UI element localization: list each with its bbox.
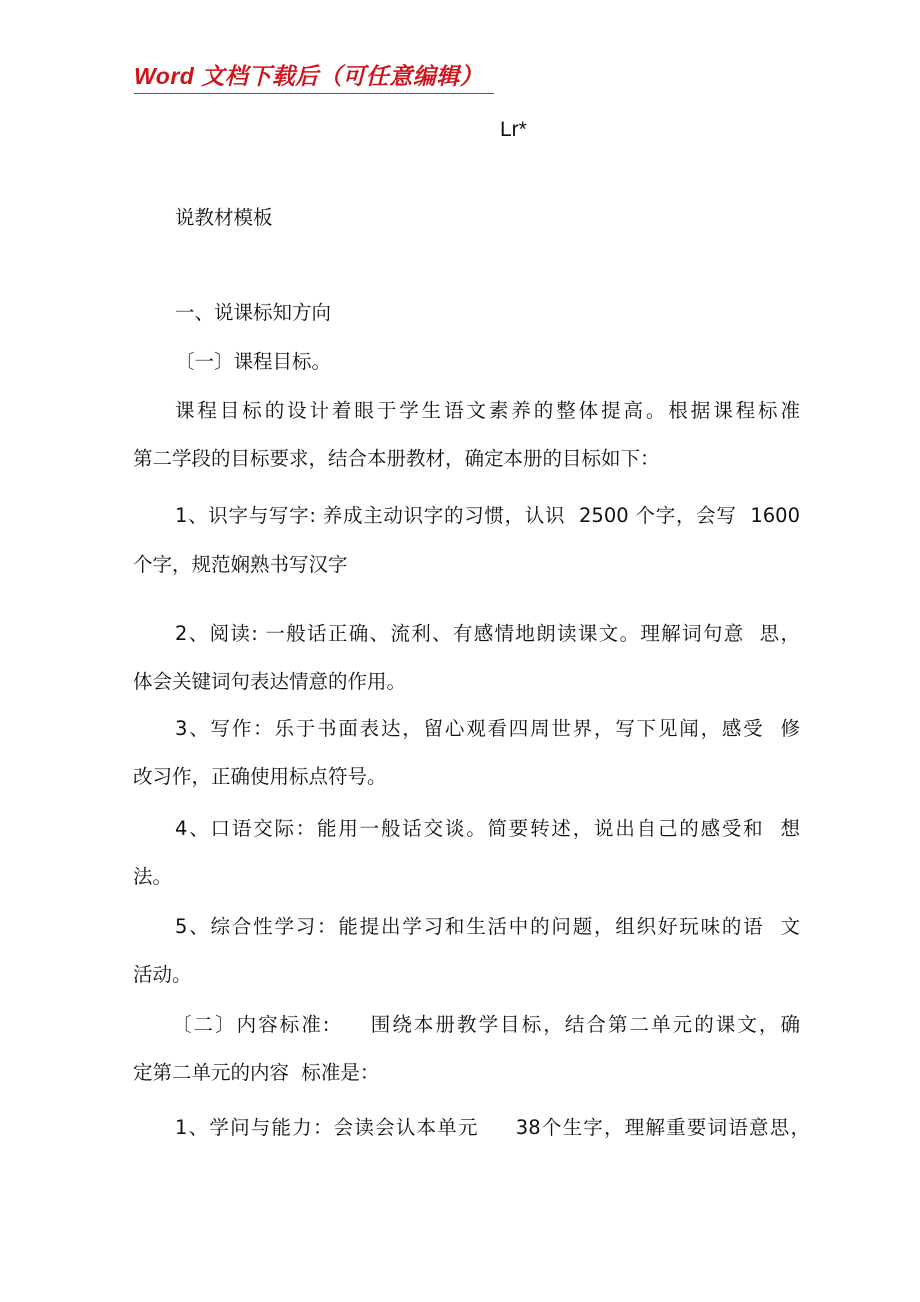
paragraph-line: 定第二单元的内容 标准是： <box>133 1061 380 1084</box>
section-heading: 一、说课标知方向 <box>175 301 332 324</box>
download-banner: Word 文档下载后（可任意编辑） <box>134 58 494 94</box>
subsection-heading: 〔一〕课程目标。 <box>175 350 332 373</box>
paragraph-line: 2、阅读: 一般话正确、流利、有感情地朗读课文。理解词句意 思， <box>175 622 800 645</box>
paragraph-line: 个字，规范娴熟书写汉字 <box>133 553 348 576</box>
paragraph-line: 1、识字与写字: 养成主动识字的习惯，认识 2500 个字，会写 1600 <box>175 504 800 527</box>
paragraph-line: 法。 <box>133 865 173 888</box>
paragraph-line: 第二学段的目标要求，结合本册教材，确定本册的目标如下： <box>133 447 660 470</box>
paragraph-line: 课程目标的设计着眼于学生语文素养的整体提高。根据课程标准 <box>175 399 800 422</box>
document-title: 说教材模板 <box>175 206 273 229</box>
paragraph-line: 活动。 <box>133 963 192 986</box>
paragraph-line: 4、口语交际：能用一般话交谈。简要转述，说出自己的感受和 想 <box>175 817 800 840</box>
paragraph-line: 改习作，正确使用标点符号。 <box>133 765 387 788</box>
paragraph-line: 体会关键词句表达情意的作用。 <box>133 670 407 693</box>
header-mark: Lr* <box>500 118 527 141</box>
paragraph-line: 3、写作：乐于书面表达，留心观看四周世界，写下见闻，感受 修 <box>175 717 800 740</box>
paragraph-line: 5、综合性学习：能提出学习和生活中的问题，组织好玩味的语 文 <box>175 915 800 938</box>
paragraph-line: 1、学问与能力：会读会认本单元 38个生字，理解重要词语意思， <box>175 1116 810 1139</box>
paragraph-line: 〔二〕内容标准: 围绕本册教学目标，结合第二单元的课文，确 <box>172 1013 800 1036</box>
